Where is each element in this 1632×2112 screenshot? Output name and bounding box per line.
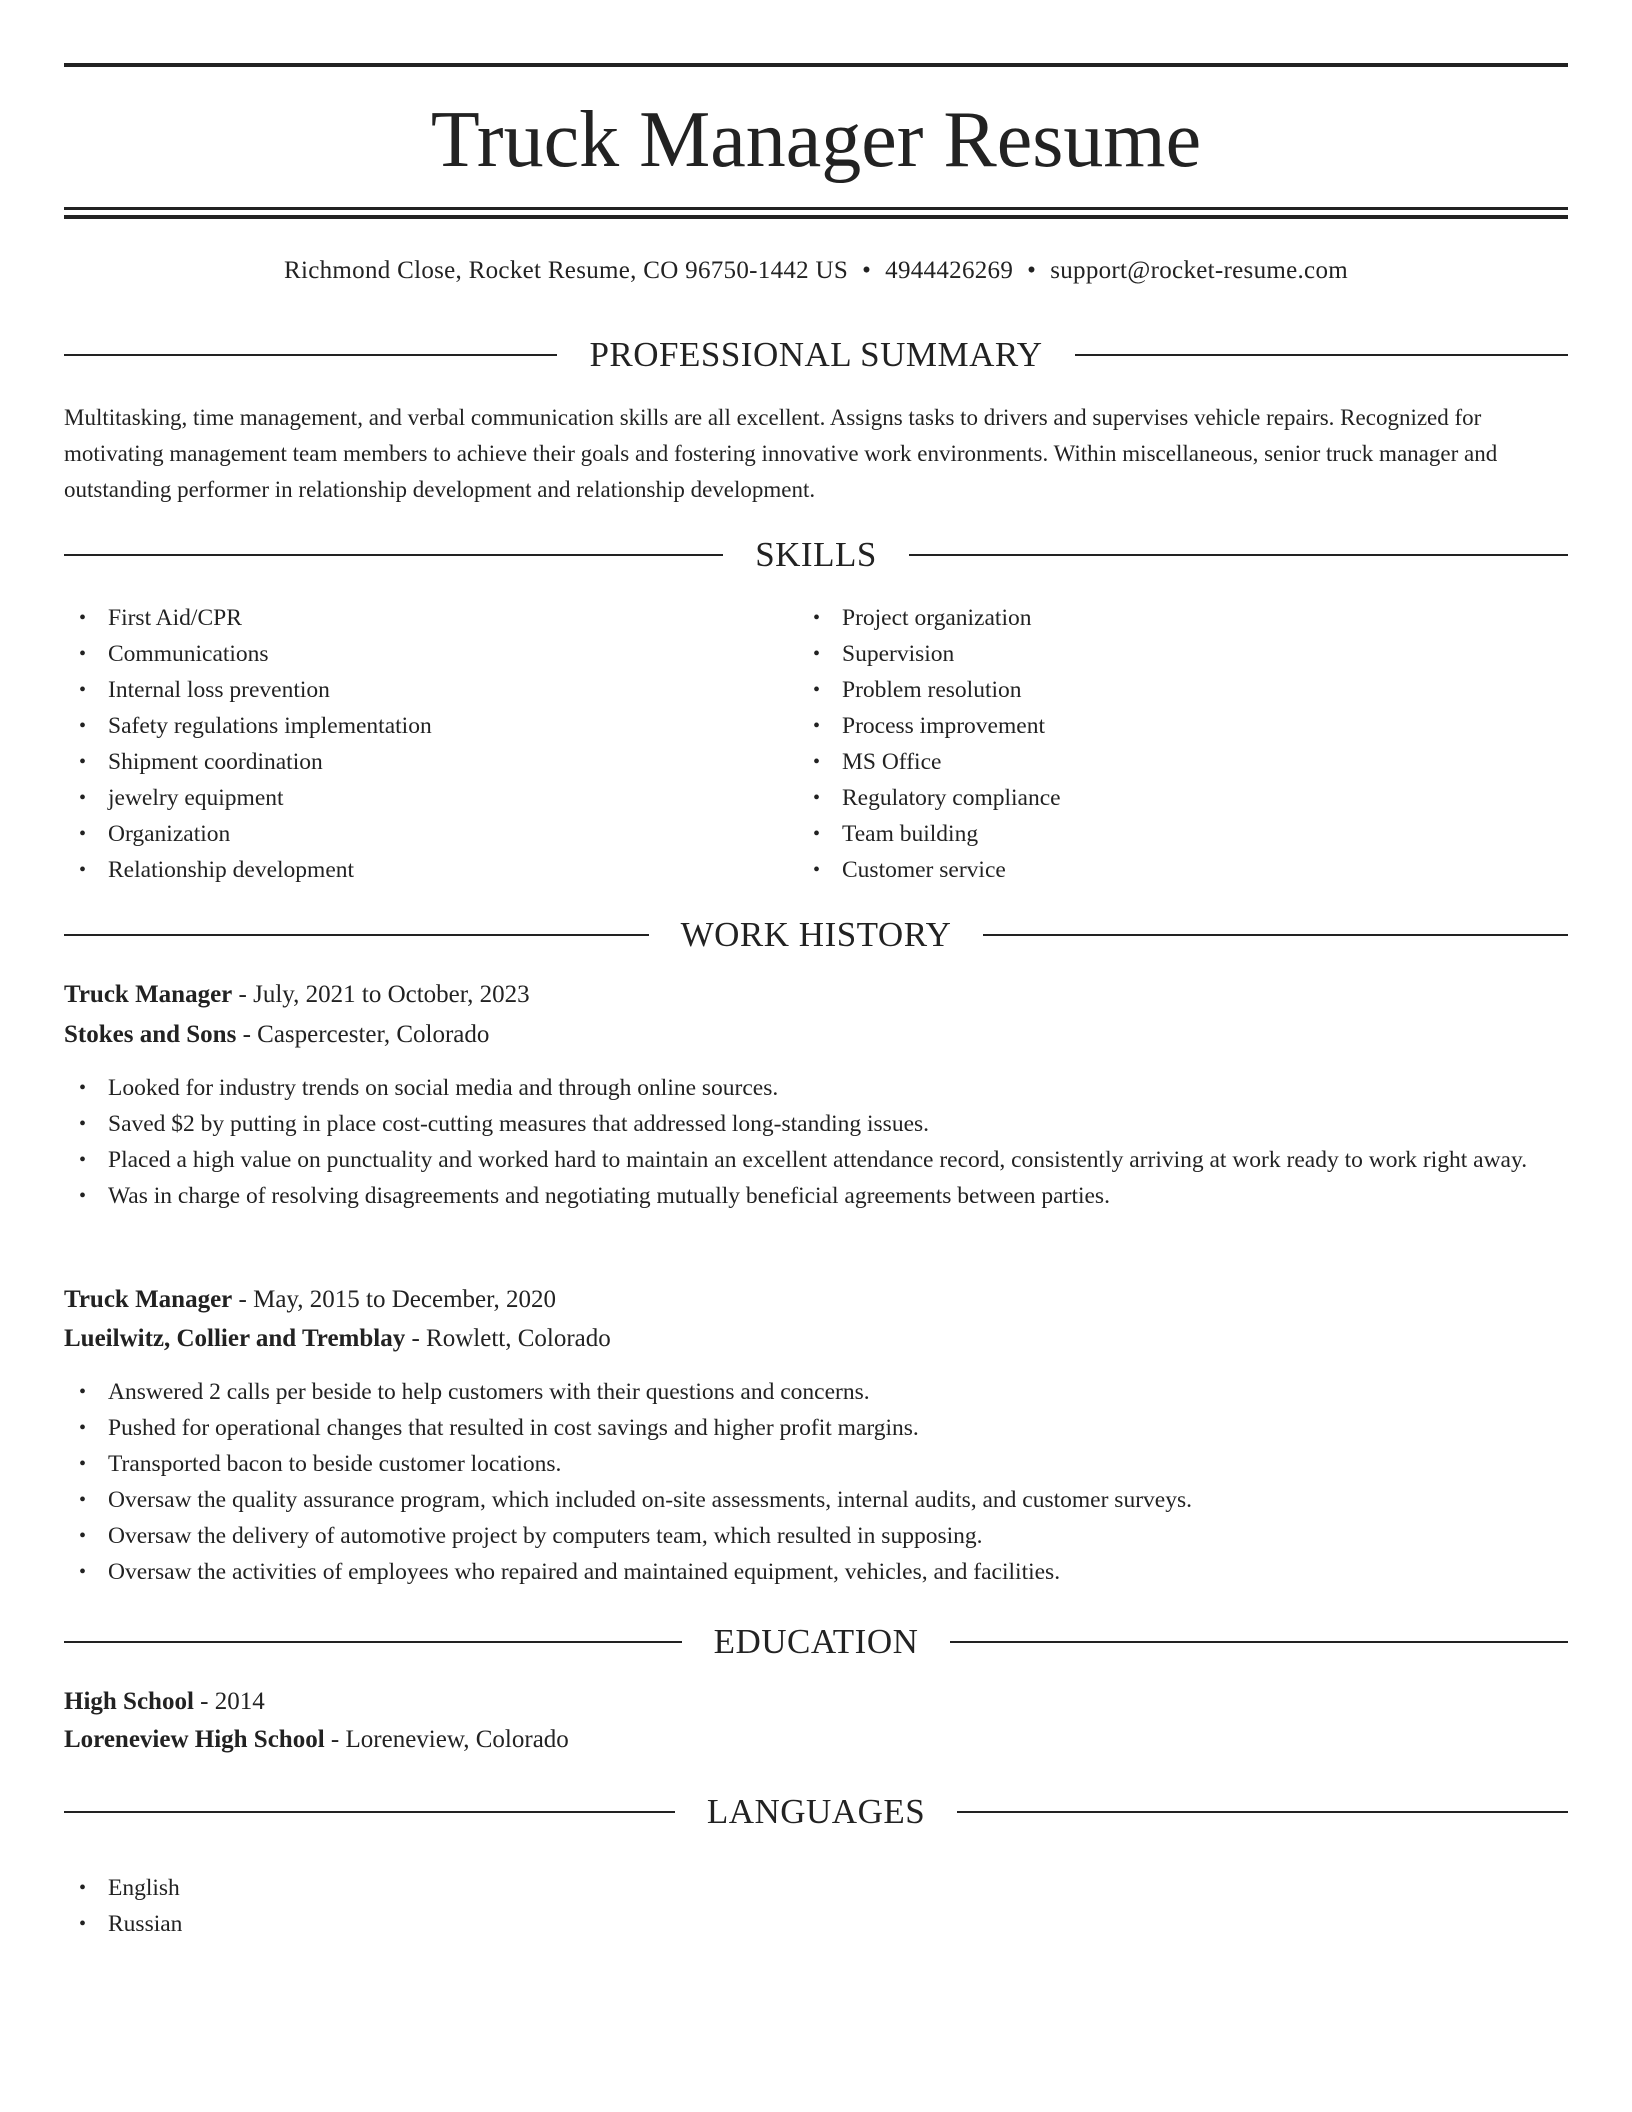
job-title-line (64, 1281, 1568, 1319)
section-header-languages (64, 1790, 1568, 1834)
job-company: Lueilwitz, Collier and Tremblay (64, 1325, 406, 1352)
language-item: • Russian (79, 1911, 183, 1937)
skills-list-left (64, 600, 764, 888)
contact-line (64, 254, 1568, 288)
skill-item: • Communications (79, 641, 269, 667)
section-title: PROFESSIONAL SUMMARY (589, 335, 1043, 374)
skill-item: • Shipment coordination (79, 749, 323, 775)
title-bottom-rule-2 (64, 215, 1568, 219)
skill-item: • First Aid/CPR (79, 605, 242, 631)
resume-title: Truck Manager Resume (430, 96, 1202, 184)
job-bullet: • Saved $2 by putting in place cost-cutting measures that addressed long-standing issues. (79, 1111, 930, 1137)
title-top-rule (64, 63, 1568, 67)
job-bullets (64, 1374, 1568, 1590)
contact-separator: • (862, 257, 872, 284)
job-location: - Caspercester, Colorado (236, 1021, 490, 1048)
job-dates: - July, 2021 to October, 2023 (232, 981, 530, 1008)
job-title-line (64, 976, 1568, 1014)
job-bullet: • Oversaw the activities of employees who repaired and maintained equipment, vehicles, and facilities. (79, 1559, 1061, 1585)
education-degree-line (64, 1683, 1568, 1721)
title-bottom-rule (64, 207, 1568, 210)
skills-list-right (798, 600, 1498, 888)
job-company-line (64, 1320, 1568, 1358)
section-header-skills (64, 533, 1568, 577)
divider (1075, 354, 1568, 356)
skill-item: • Relationship development (79, 857, 355, 883)
contact-address: Richmond Close, Rocket Resume, CO 96750-1442 US (284, 257, 849, 284)
skill-item: • Internal loss prevention (79, 677, 330, 703)
skill-item: • Organization (79, 821, 231, 847)
contact-email: support@rocket-resume.com (1050, 257, 1348, 284)
job-bullet: • Oversaw the quality assurance program, which included on-site assessments, internal audits, and customer surveys. (79, 1487, 1192, 1513)
section-header-education (64, 1620, 1568, 1664)
job-title: Truck Manager (64, 1286, 233, 1313)
divider (64, 1641, 682, 1643)
skill-item: • jewelry equipment (79, 785, 284, 811)
job-title: Truck Manager (64, 981, 233, 1008)
education-degree: High School (64, 1688, 194, 1715)
divider (909, 554, 1568, 556)
section-header-summary (64, 333, 1568, 377)
summary-text: Multitasking, time management, and verbal communication skills are all excellent. Assigns tasks to drivers and supervises vehicle repairs. Recognized for motivating management team members to achieve their goals and fostering innovative work environments. Within miscellaneous, senior truck manager and outstanding performer in relationship development and relationship development. (64, 405, 1498, 502)
job-bullet: • Placed a high value on punctuality and worked hard to maintain an excellent attendance record, consistently arriving at work ready to work right away. (79, 1147, 1528, 1173)
section-title: WORK HISTORY (680, 915, 952, 954)
education-school: Loreneview High School (64, 1726, 325, 1753)
skill-item: • Process improvement (813, 713, 1045, 739)
contact-separator: • (1027, 257, 1037, 284)
section-header-work-history (64, 913, 1568, 957)
job-bullet: • Was in charge of resolving disagreements and negotiating mutually beneficial agreements between parties. (79, 1183, 1110, 1209)
divider (983, 934, 1568, 936)
job-bullet: • Pushed for operational changes that resulted in cost savings and higher profit margins. (79, 1415, 919, 1441)
skill-item: • Project organization (813, 605, 1032, 631)
education-school-line (64, 1721, 1568, 1759)
job-bullet: • Transported bacon to beside customer locations. (79, 1451, 562, 1477)
job-company: Stokes and Sons (64, 1021, 237, 1048)
section-title: EDUCATION (713, 1622, 919, 1661)
job-bullet: • Looked for industry trends on social media and through online sources. (79, 1075, 779, 1101)
education-year: - 2014 (193, 1688, 265, 1715)
divider (64, 934, 649, 936)
job-bullet: • Answered 2 calls per beside to help customers with their questions and concerns. (79, 1379, 870, 1405)
languages-list (64, 1870, 764, 1942)
divider (950, 1641, 1568, 1643)
skill-item: • Problem resolution (813, 677, 1022, 703)
skill-item: • Regulatory compliance (813, 785, 1061, 811)
job-location: - Rowlett, Colorado (405, 1325, 611, 1352)
section-title: SKILLS (755, 535, 877, 574)
skill-item: • Customer service (813, 857, 1006, 883)
job-bullet: • Oversaw the delivery of automotive project by computers team, which resulted in supposing. (79, 1523, 983, 1549)
job-company-line (64, 1016, 1568, 1054)
job-bullets (64, 1070, 1568, 1214)
section-title: LANGUAGES (706, 1792, 926, 1831)
education-location: - Loreneview, Colorado (324, 1726, 569, 1753)
skill-item: • Supervision (813, 641, 955, 667)
skill-item: • Team building (813, 821, 979, 847)
divider (64, 1811, 675, 1813)
job-dates: - May, 2015 to December, 2020 (232, 1286, 556, 1313)
divider (64, 354, 557, 356)
contact-phone: 4944426269 (885, 257, 1014, 284)
skill-item: • MS Office (813, 749, 942, 775)
divider (64, 554, 723, 556)
divider (957, 1811, 1568, 1813)
language-item: • English (79, 1875, 180, 1901)
skill-item: • Safety regulations implementation (79, 713, 432, 739)
